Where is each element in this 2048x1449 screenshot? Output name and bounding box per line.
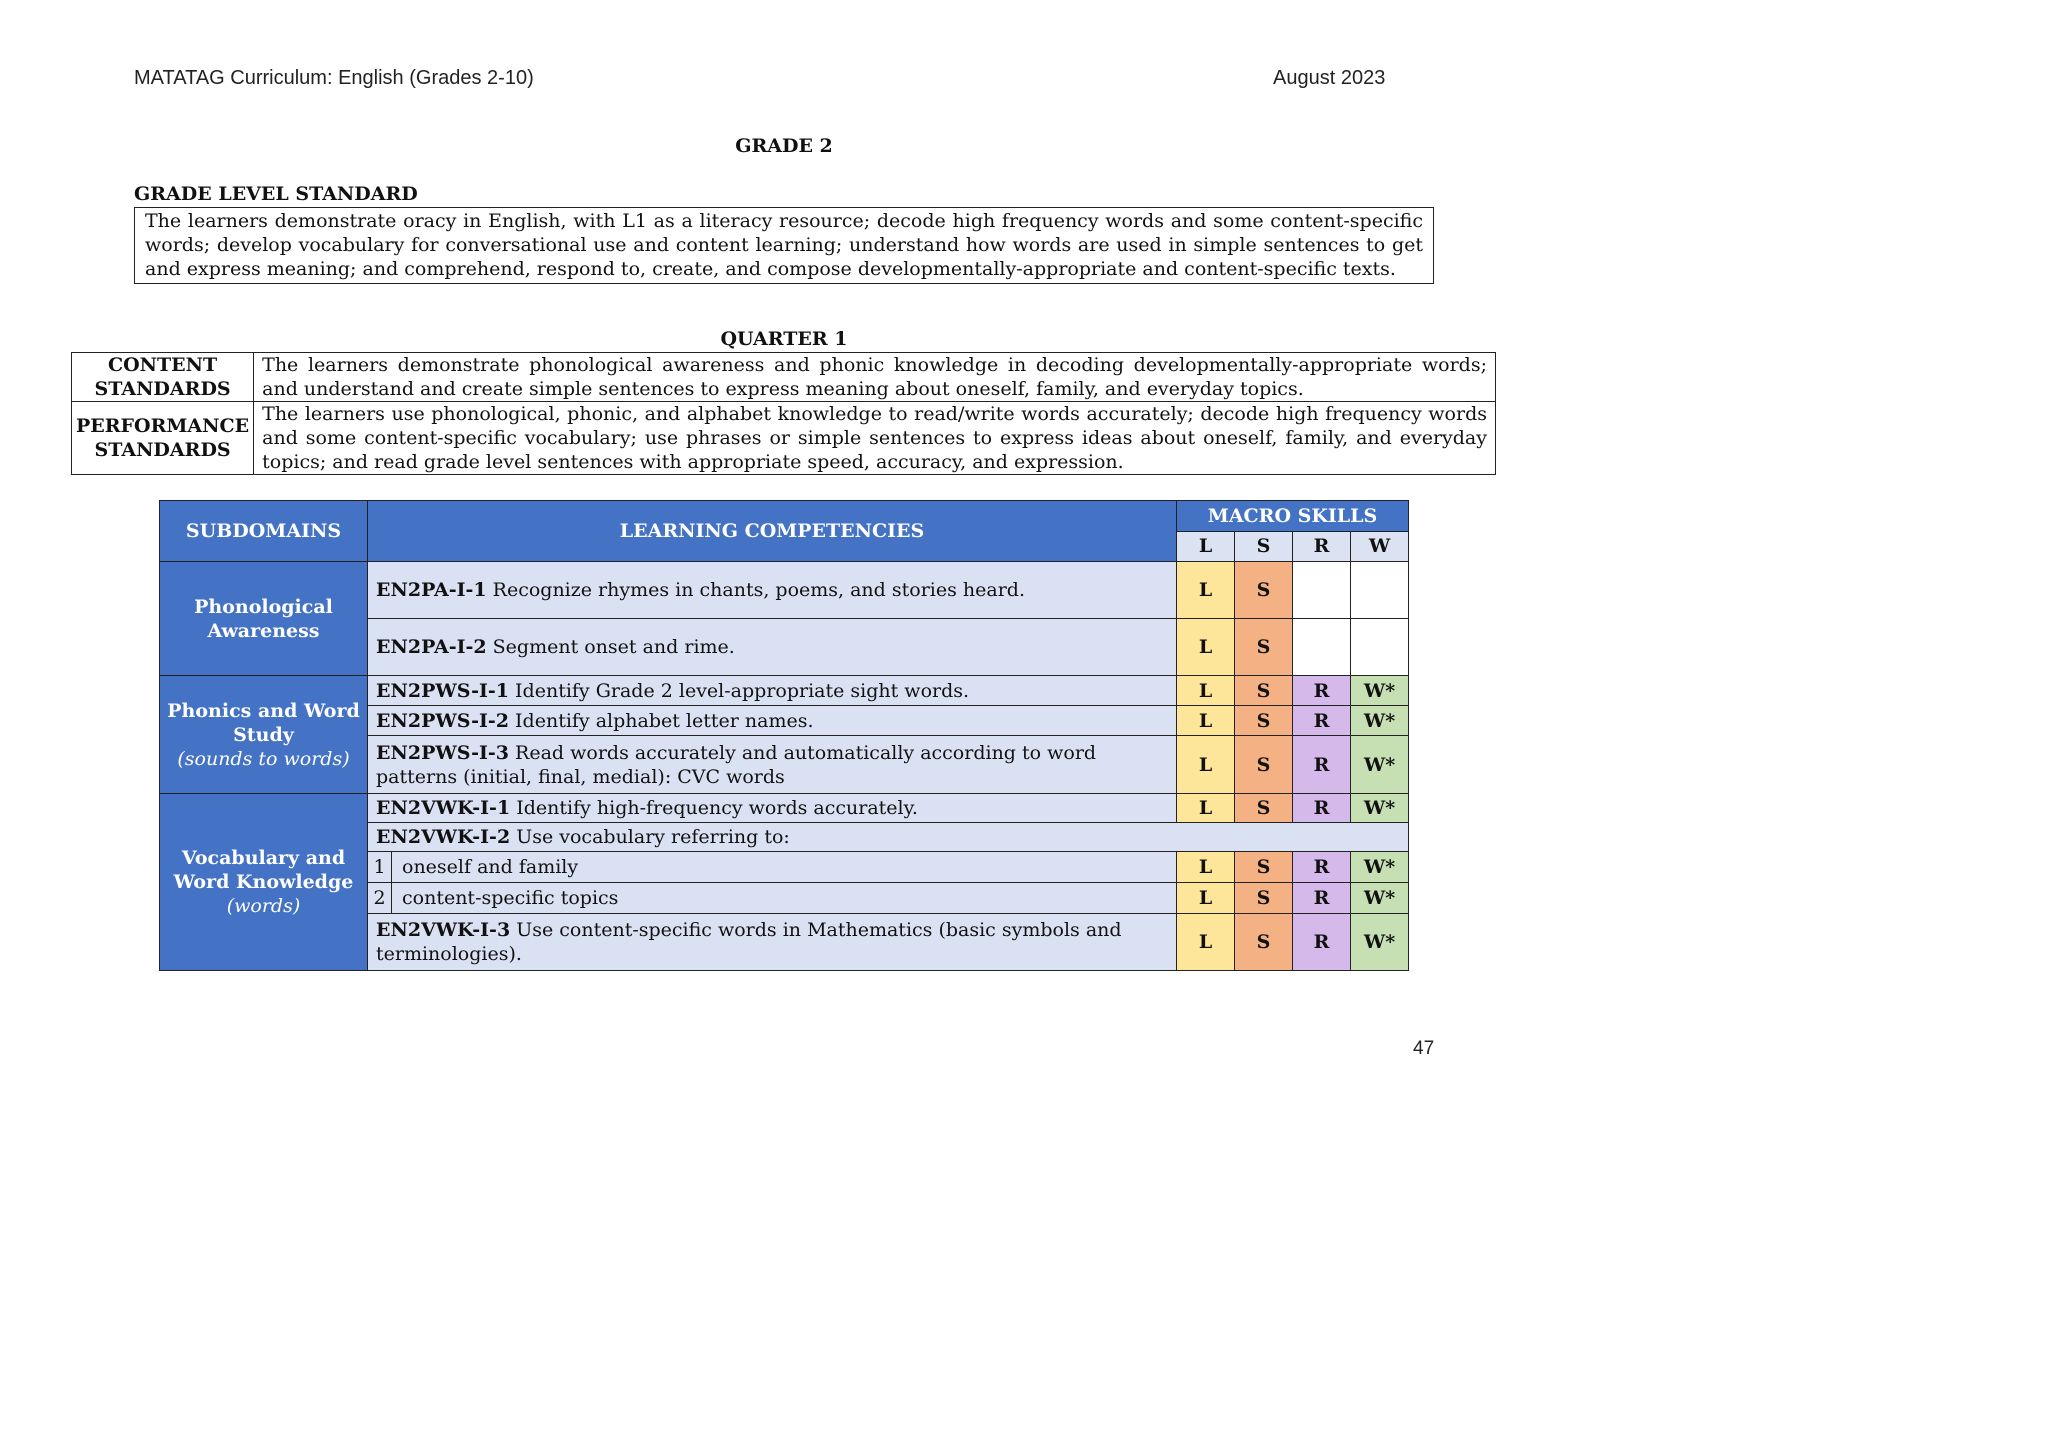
- skill-r: R: [1293, 914, 1351, 971]
- standards-table: [71, 352, 1496, 475]
- sub-item-number: 2: [368, 883, 392, 913]
- skill-w: W*: [1351, 736, 1409, 794]
- learning-competencies-header: LEARNING COMPETENCIES: [368, 501, 1177, 562]
- competency-cell: EN2VWK-I-1 Identify high-frequency words accurately.: [368, 794, 1177, 823]
- skill-w: W*: [1351, 883, 1409, 914]
- competency-cell: EN2PWS-I-3 Read words accurately and automatically according to word patterns (initial, final, medial): CVC words: [368, 736, 1177, 794]
- header-date: August 2023: [1273, 67, 1386, 89]
- skill-header-l: L: [1177, 531, 1235, 562]
- skill-empty: [1293, 562, 1351, 619]
- skill-s: S: [1235, 794, 1293, 823]
- skill-l: L: [1177, 852, 1235, 883]
- skill-s: S: [1235, 852, 1293, 883]
- sub-item-text: oneself and family: [392, 852, 1177, 882]
- competency-cell: EN2VWK-I-2 Use vocabulary referring to:: [368, 823, 1409, 852]
- skill-l: L: [1177, 562, 1235, 619]
- subdomain-phonics-word-study: Phonics and Word Study (sounds to words): [160, 676, 368, 794]
- competency-cell: EN2PA-I-2 Segment onset and rime.: [368, 619, 1177, 676]
- competency-cell: EN2PWS-I-1 Identify Grade 2 level-appropriate sight words.: [368, 676, 1177, 706]
- content-standards-label: CONTENT STANDARDS: [72, 353, 254, 402]
- grade-title: GRADE 2: [735, 135, 833, 157]
- skill-l: L: [1177, 914, 1235, 971]
- subdomain-vocabulary-word-knowledge: Vocabulary and Word Knowledge (words): [160, 794, 368, 971]
- subdomain-phonological-awareness: Phonological Awareness: [160, 562, 368, 676]
- skill-r: R: [1293, 794, 1351, 823]
- competencies-table: [159, 500, 1409, 971]
- competency-cell: EN2PWS-I-2 Identify alphabet letter names.: [368, 706, 1177, 736]
- table-row: [160, 794, 1409, 823]
- table-row: [160, 676, 1409, 706]
- skill-header-s: S: [1235, 531, 1293, 562]
- subdomains-header: SUBDOMAINS: [160, 501, 368, 562]
- skill-s: S: [1235, 736, 1293, 794]
- grade-level-standard-text: The learners demonstrate oracy in English, with L1 as a literacy resource; decode high frequency words and some content-specific words; develop vocabulary for conversational use and content learning; understand how words are used in simple sentences to get and express meaning; and comprehend, respond to, create, and compose developmentally-appropriate and content-specific texts.: [134, 207, 1434, 284]
- skill-empty: [1293, 619, 1351, 676]
- competency-sub-cell: [368, 852, 1177, 883]
- skill-r: R: [1293, 676, 1351, 706]
- skill-s: S: [1235, 706, 1293, 736]
- skill-l: L: [1177, 736, 1235, 794]
- quarter-title: QUARTER 1: [720, 328, 848, 350]
- performance-standards-label: PERFORMANCE STANDARDS: [72, 402, 254, 475]
- skill-l: L: [1177, 883, 1235, 914]
- skill-s: S: [1235, 562, 1293, 619]
- skill-l: L: [1177, 619, 1235, 676]
- skill-l: L: [1177, 676, 1235, 706]
- skill-r: R: [1293, 883, 1351, 914]
- skill-w: W*: [1351, 914, 1409, 971]
- performance-standards-text: The learners use phonological, phonic, and alphabet knowledge to read/write words accurately; decode high frequency words and some content-specific vocabulary; use phrases or simple sentences to express ideas about oneself, family, and everyday topics; and read grade level sentences with appropriate speed, accuracy, and expression.: [254, 402, 1496, 475]
- skill-w: W*: [1351, 676, 1409, 706]
- skill-l: L: [1177, 794, 1235, 823]
- sub-item-number: 1: [368, 852, 392, 882]
- competency-cell: EN2VWK-I-3 Use content-specific words in Mathematics (basic symbols and terminologies).: [368, 914, 1177, 971]
- macro-skills-header: MACRO SKILLS: [1177, 501, 1409, 532]
- skill-r: R: [1293, 706, 1351, 736]
- skill-header-r: R: [1293, 531, 1351, 562]
- table-row: [160, 562, 1409, 619]
- skill-r: R: [1293, 736, 1351, 794]
- skill-s: S: [1235, 619, 1293, 676]
- skill-empty: [1351, 619, 1409, 676]
- skill-w: W*: [1351, 794, 1409, 823]
- skill-w: W*: [1351, 852, 1409, 883]
- skill-w: W*: [1351, 706, 1409, 736]
- skill-s: S: [1235, 914, 1293, 971]
- skill-header-w: W: [1351, 531, 1409, 562]
- skill-empty: [1351, 562, 1409, 619]
- competency-cell: EN2PA-I-1 Recognize rhymes in chants, poems, and stories heard.: [368, 562, 1177, 619]
- page-number: 47: [1413, 1038, 1435, 1059]
- skill-s: S: [1235, 883, 1293, 914]
- content-standards-text: The learners demonstrate phonological awareness and phonic knowledge in decoding developmentally-appropriate words; and understand and create simple sentences to express meaning about oneself, family, and everyday topics.: [254, 353, 1496, 402]
- header-curriculum-title: MATATAG Curriculum: English (Grades 2-10): [134, 67, 534, 89]
- skill-r: R: [1293, 852, 1351, 883]
- grade-level-standard-label: GRADE LEVEL STANDARD: [134, 183, 418, 205]
- competency-sub-cell: [368, 883, 1177, 914]
- skill-s: S: [1235, 676, 1293, 706]
- sub-item-text: content-specific topics: [392, 883, 1177, 913]
- skill-l: L: [1177, 706, 1235, 736]
